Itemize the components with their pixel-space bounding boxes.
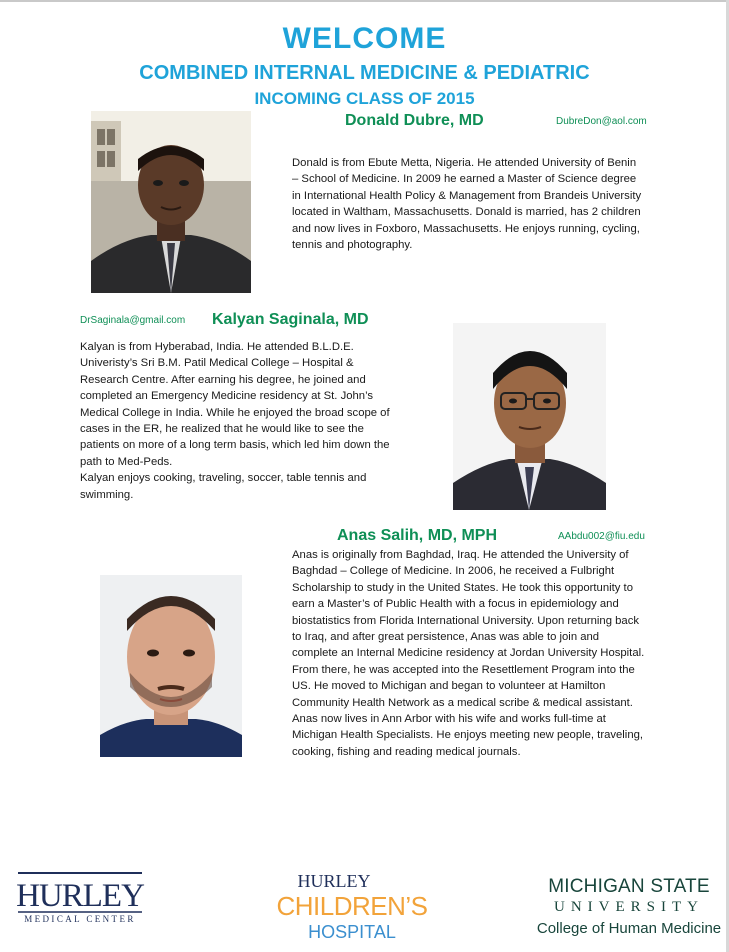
- kalyan-saginala-email[interactable]: DrSaginala@gmail.com: [80, 315, 186, 326]
- hurley-childrens-hospital-logo: [276, 870, 428, 942]
- donald-dubre-photo: [91, 111, 251, 293]
- portrait-donald: [91, 111, 251, 293]
- donald-dubre-bio: [292, 155, 644, 253]
- anas-salih-photo: [100, 575, 242, 757]
- portrait-anas: [100, 575, 242, 757]
- kalyan-saginala-name: Kalyan Saginala, MD: [212, 311, 369, 328]
- page-top-border: [0, 0, 729, 2]
- kalyan-saginala-photo: [453, 323, 606, 510]
- class-heading: INCOMING CLASS OF 2015: [254, 89, 475, 108]
- medical-center-word: MEDICAL CENTER: [24, 914, 136, 924]
- childrens-word: CHILDREN’S: [276, 891, 428, 921]
- hospital-word: HOSPITAL: [308, 922, 396, 942]
- anas-salih-bio: [292, 547, 645, 760]
- childrens-hurley-word: HURLEY: [297, 871, 371, 891]
- msu-line1: MICHIGAN STATE: [548, 876, 710, 897]
- donald-dubre-email[interactable]: DubreDon@aol.com: [556, 116, 647, 127]
- hurley-word: HURLEY: [16, 878, 144, 914]
- bio-paragraph: Anas is originally from Baghdad, Iraq. He attended the University of Baghdad – College of Medicine. In 2006, he received a Fulbright Scholarship to study in the United States. He took this opportunity to earn a Master’s of Public Health with a focus in epidemiology and biostatistics from Florida International University. Upon returning back to Iraq, and after great persistence, Anas was able to join and complete an Internal Medicine residency at Jordan University Hospital. From there, he was accepted into the Resettlement Program into the US. He moved to Michigan and began to volunteer at Hamilton Community Health Network as a medical scribe & medical assistant.: [292, 549, 645, 709]
- anas-salih-email[interactable]: AAbdu002@fiu.edu: [558, 531, 645, 542]
- bio-paragraph: Donald is from Ebute Metta, Nigeria. He attended University of Benin – School of Medicine. In 2009 he earned a Master of Science degree in International Health Policy & Management from Brandeis University located in Waltham, Massachusetts. Donald is married, has 2 children and now lives in Foxboro, Massachusetts. He enjoys running, cycling, tennis and photography.: [292, 157, 642, 252]
- welcome-heading: WELCOME: [282, 22, 447, 55]
- msu-college-of-human-medicine-logo: [536, 872, 722, 938]
- kalyan-saginala-bio: [80, 339, 392, 503]
- hurley-childrens-hospital-graphic: [276, 870, 428, 942]
- portrait-kalyan: [453, 323, 606, 510]
- msu-line3: College of Human Medicine: [536, 920, 722, 937]
- bio-paragraph: Kalyan enjoys cooking, traveling, soccer, table tennis and swimming.: [80, 472, 367, 501]
- bio-paragraph: Kalyan is from Hyberabad, India. He attended B.L.D.E. Univeristy’s Sri B.M. Patil Medical College – Hospital & Research Centre. After earning his degree, he joined and completed an Emergency Medicine residency at St. John’s Medical College in India. While he enjoyed the broad scope of cases in the ER, he realized that he would like to see the patients on more of a long term basis, which led him down the path to Med-Peds.: [80, 341, 390, 468]
- hurley-medical-center-graphic: [18, 870, 142, 930]
- anas-salih-name: Anas Salih, MD, MPH: [337, 527, 498, 544]
- hurley-medical-center-logo: [18, 870, 142, 930]
- donald-dubre-name: Donald Dubre, MD: [345, 112, 484, 129]
- msu-line2: UNIVERSITY: [554, 899, 704, 915]
- program-heading: COMBINED INTERNAL MEDICINE & PEDIATRIC: [139, 62, 590, 84]
- msu-graphic: [536, 872, 722, 938]
- bio-paragraph: Anas now lives in Ann Arbor with his wife and works full-time at Michigan Health Specialists. He enjoys meeting new people, traveling, cooking, fishing and reading medical journals.: [292, 713, 644, 758]
